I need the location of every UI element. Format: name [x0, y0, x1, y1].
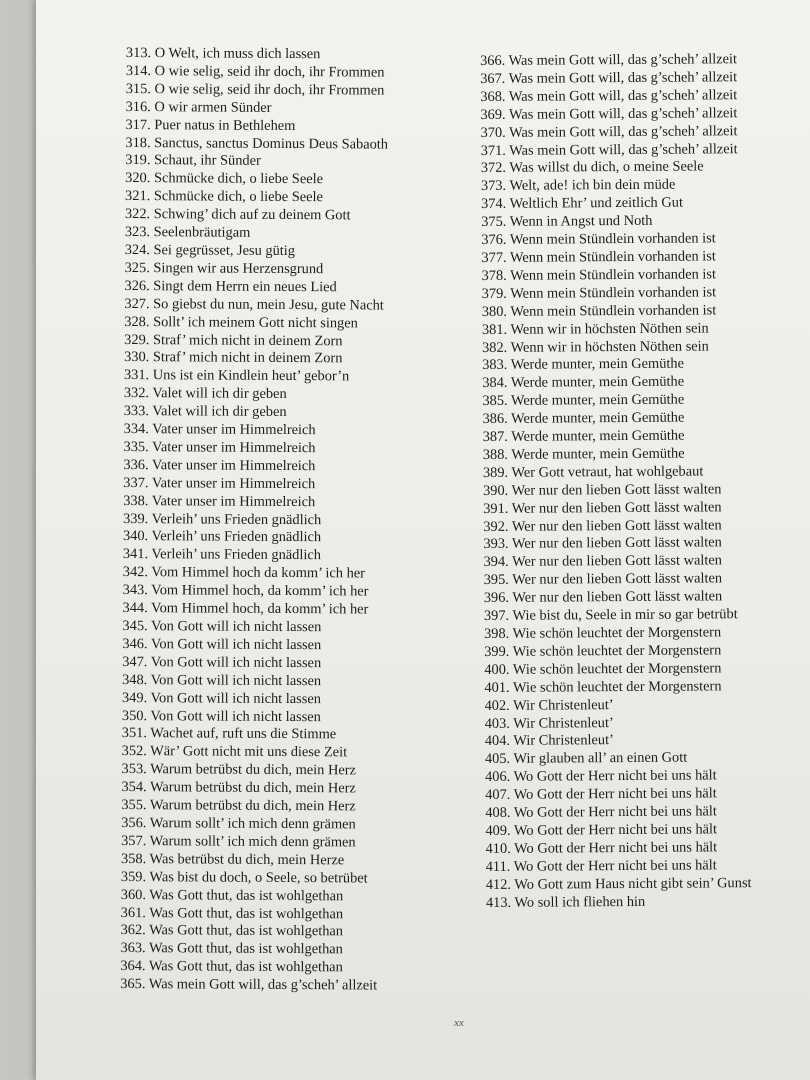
chorale-entry: 399. Wie schön leuchtet der Morgenstern	[484, 642, 722, 660]
chorale-entry: 369. Was mein Gott will, das g’scheh’ allzeit	[480, 104, 738, 123]
chorale-entry: 344. Vom Himmel hoch, da komm’ ich her	[122, 600, 369, 618]
chorale-entry: 338. Vater unser im Himmelreich	[123, 492, 316, 510]
chorale-entry: 386. Werde munter, mein Gemüthe	[482, 409, 685, 428]
chorale-entry: 368. Was mein Gott will, das g’scheh’ allzeit	[480, 87, 738, 105]
chorale-entry: 313. O Welt, ich muss dich lassen	[125, 45, 321, 63]
chorale-entry: 335. Vater unser im Himmelreich	[123, 438, 316, 457]
chorale-entry: 364. Was Gott thut, das ist wohlgethan	[120, 958, 343, 976]
chorale-entry: 347. Von Gott will ich nicht lassen	[122, 653, 322, 672]
chorale-entry: 370. Was mein Gott will, das g’scheh’ allzeit	[480, 122, 738, 141]
chorale-entry: 408. Wo Gott der Herr nicht bei uns hält	[485, 803, 717, 822]
chorale-entry: 333. Valet will ich dir geben	[123, 403, 287, 421]
chorale-entry: 378. Wenn mein Stündlein vorhanden ist	[481, 266, 717, 284]
chorale-entry: 411. Wo Gott der Herr nicht bei uns hält	[485, 857, 717, 875]
chorale-entry: 359. Was bist du doch, o Seele, so betrübet	[120, 868, 368, 887]
chorale-entry: 366. Was mein Gott will, das g’scheh’ allzeit	[480, 51, 737, 69]
chorale-entry: 327. So giebst du nun, mein Jesu, gute Nacht	[124, 295, 384, 314]
chorale-entry: 390. Wer nur den lieben Gott lässt walten	[483, 481, 722, 499]
chorale-entry: 402. Wir Christenleut’	[484, 696, 614, 714]
chorale-entry: 381. Wenn wir in höchsten Nöthen sein	[481, 320, 709, 338]
chorale-entry: 352. Wär’ Gott nicht mit uns diese Zeit	[121, 743, 348, 761]
chorale-entry: 326. Singt dem Herrn ein neues Lied	[124, 277, 337, 296]
chorale-entry: 354. Warum betrübst du dich, mein Herz	[121, 779, 356, 797]
chorale-entry: 383. Werde munter, mein Gemüthe	[482, 355, 685, 374]
chorale-entry: 316. O wir armen Sünder	[125, 98, 272, 116]
chorale-entry: 349. Von Gott will ich nicht lassen	[121, 689, 321, 707]
chorale-entry: 329. Straf’ mich nicht in deinem Zorn	[124, 331, 343, 349]
chorale-entry: 410. Wo Gott der Herr nicht bei uns hält	[485, 839, 718, 857]
chorale-entry: 320. Schmücke dich, o liebe Seele	[125, 170, 324, 188]
chorale-entry: 357. Warum sollt’ ich mich denn grämen	[121, 832, 356, 851]
chorale-entry: 389. Wer Gott vetraut, hat wohlgebaut	[482, 463, 704, 481]
chorale-entry: 372. Was willst du dich, o meine Seele	[480, 158, 704, 177]
page-number: xx	[454, 1017, 464, 1029]
chorale-entry: 375. Wenn in Angst und Noth	[481, 212, 653, 231]
chorale-entry: 322. Schwing’ dich auf zu deinem Gott	[124, 206, 351, 224]
chorale-entry: 376. Wenn mein Stündlein vorhanden ist	[481, 230, 716, 249]
chorale-entry: 317. Puer natus in Bethlehem	[125, 116, 296, 134]
chorale-entry: 343. Vom Himmel hoch, da komm’ ich her	[122, 582, 369, 600]
chorale-entry: 362. Was Gott thut, das ist wohlgethan	[120, 922, 344, 940]
chorale-entry: 392. Wer nur den lieben Gott lässt walten	[483, 516, 722, 535]
chorale-entry: 394. Wer nur den lieben Gott lässt walten	[483, 552, 722, 571]
chorale-entry: 325. Singen wir aus Herzensgrund	[124, 259, 324, 278]
chorale-entry: 330. Straf’ mich nicht in deinem Zorn	[124, 349, 343, 367]
chorale-entry: 412. Wo Gott zum Haus nicht gibt sein’ Gunst	[485, 874, 752, 893]
chorale-entry: 377. Wenn mein Stündlein vorhanden ist	[481, 248, 716, 266]
chorale-entry: 403. Wir Christenleut’	[484, 714, 614, 732]
chorale-entry: 413. Wo soll ich fliehen hin	[485, 893, 646, 911]
chorale-entry: 391. Wer nur den lieben Gott lässt walten	[483, 498, 722, 517]
chorale-entry: 314. O wie selig, seid ihr doch, ihr Frommen	[125, 62, 385, 81]
chorale-entry: 363. Was Gott thut, das ist wohlgethan	[120, 940, 343, 958]
chorale-entry: 360. Was Gott thut, das ist wohlgethan	[120, 886, 344, 904]
chorale-entry: 336. Vater unser im Himmelreich	[123, 456, 316, 475]
chorale-entry: 346. Von Gott will ich nicht lassen	[122, 635, 322, 654]
chorale-entry: 334. Vater unser im Himmelreich	[123, 421, 316, 439]
chorale-list-right-column	[480, 51, 752, 912]
chorale-entry: 401. Wie schön leuchtet der Morgenstern	[484, 678, 722, 696]
chorale-entry: 353. Warum betrübst du dich, mein Herz	[121, 761, 356, 779]
chorale-entry: 382. Wenn wir in höchsten Nöthen sein	[482, 337, 709, 356]
chorale-entry: 358. Was betrübst du dich, mein Herze	[120, 850, 345, 869]
chorale-entry: 367. Was mein Gott will, das g’scheh’ allzeit	[480, 69, 738, 87]
chorale-entry: 379. Wenn mein Stündlein vorhanden ist	[481, 284, 717, 302]
chorale-entry: 328. Sollt’ ich meinem Gott nicht singen	[124, 313, 358, 332]
chorale-entry: 395. Wer nur den lieben Gott lässt walten	[483, 570, 723, 589]
chorale-entry: 385. Werde munter, mein Gemüthe	[482, 391, 685, 410]
chorale-entry: 318. Sanctus, sanctus Dominus Deus Sabaoth	[125, 134, 389, 153]
chorale-entry: 398. Wie schön leuchtet der Morgenstern	[484, 624, 722, 642]
chorale-entry: 380. Wenn mein Stündlein vorhanden ist	[481, 302, 717, 320]
chorale-entry: 356. Warum sollt’ ich mich denn grämen	[121, 814, 356, 833]
chorale-entry: 355. Warum betrübst du dich, mein Herz	[121, 797, 356, 815]
chorale-entry: 396. Wer nur den lieben Gott lässt walten	[483, 588, 723, 607]
chorale-entry: 374. Weltlich Ehr’ und zeitlich Gut	[481, 194, 683, 213]
chorale-entry: 393. Wer nur den lieben Gott lässt walten	[483, 534, 722, 553]
chorale-entry: 404. Wir Christenleut’	[484, 732, 614, 750]
chorale-entry: 341. Verleih’ uns Frieden gnädlich	[122, 546, 322, 564]
book-page	[36, 0, 810, 1080]
chorale-entry: 315. O wie selig, seid ihr doch, ihr Frommen	[125, 80, 385, 99]
chorale-entry: 361. Was Gott thut, das ist wohlgethan	[120, 904, 344, 922]
chorale-entry: 342. Vom Himmel hoch da komm’ ich her	[122, 564, 366, 582]
chorale-entry: 351. Wachet auf, ruft uns die Stimme	[121, 725, 337, 743]
chorale-entry: 339. Verleih’ uns Frieden gnädlich	[123, 510, 322, 528]
chorale-entry: 348. Von Gott will ich nicht lassen	[122, 671, 322, 689]
chorale-entry: 388. Werde munter, mein Gemüthe	[482, 445, 685, 463]
chorale-entry: 405. Wir glauben all’ an einen Gott	[484, 749, 688, 768]
chorale-entry: 365. Was mein Gott will, das g’scheh’ allzeit	[120, 976, 378, 994]
chorale-entry: 373. Welt, ade! ich bin dein müde	[480, 176, 676, 195]
chorale-entry: 397. Wie bist du, Seele in mir so gar betrübt	[483, 606, 738, 625]
chorale-entry: 321. Schmücke dich, o liebe Seele	[125, 188, 323, 206]
chorale-entry: 384. Werde munter, mein Gemüthe	[482, 373, 685, 392]
chorale-entry: 332. Valet will ich dir geben	[123, 385, 287, 403]
chorale-entry: 400. Wie schön leuchtet der Morgenstern	[484, 660, 722, 678]
chorale-entry: 331. Uns ist ein Kindlein heut’ gebor’n	[123, 367, 350, 385]
chorale-entry: 319. Schaut, ihr Sünder	[125, 152, 261, 170]
chorale-entry: 323. Seelenbräutigam	[124, 224, 251, 241]
chorale-entry: 409. Wo Gott der Herr nicht bei uns hält	[485, 821, 718, 839]
chorale-entry: 350. Von Gott will ich nicht lassen	[121, 707, 321, 725]
chorale-entry: 337. Vater unser im Himmelreich	[123, 474, 316, 492]
chorale-entry: 406. Wo Gott der Herr nicht bei uns hält	[485, 767, 717, 786]
chorale-entry: 340. Verleih’ uns Frieden gnädlich	[122, 528, 322, 546]
chorale-entry: 371. Was mein Gott will, das g’scheh’ allzeit	[480, 140, 738, 159]
chorale-entry: 324. Sei gegrüsset, Jesu gütig	[124, 241, 296, 260]
chorale-list-left-column	[120, 45, 388, 996]
chorale-entry: 387. Werde munter, mein Gemüthe	[482, 427, 685, 446]
chorale-entry: 407. Wo Gott der Herr nicht bei uns hält	[485, 785, 717, 804]
chorale-entry: 345. Von Gott will ich nicht lassen	[122, 617, 322, 636]
